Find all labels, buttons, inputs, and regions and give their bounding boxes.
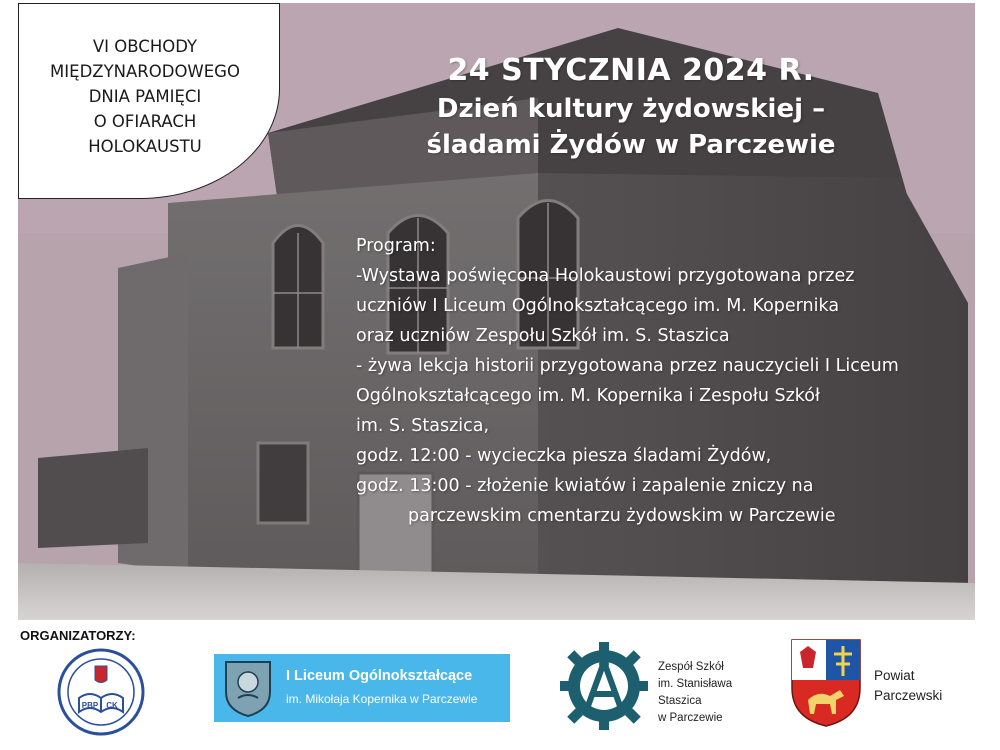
- badge-line: O OFIARACH: [93, 112, 197, 131]
- school-name-line: im. Stanisława: [658, 678, 733, 690]
- program-line: uczniów I Liceum Ogólnokształcącego im. M. Kopernika: [356, 296, 840, 316]
- program-line: Ogólnokształcącego im. M. Kopernika i Zespołu Szkół: [356, 386, 820, 406]
- event-date: 24 STYCZNIA 2024 R.: [447, 53, 815, 88]
- organizers-label: ORGANIZATORZY:: [20, 628, 136, 643]
- lyceum-logo[interactable]: [214, 654, 510, 722]
- event-title-line2: śladami Żydów w Parczewie: [426, 130, 836, 160]
- program-line: oraz uczniów Zespołu Szkół im. S. Staszica: [356, 326, 730, 346]
- school-name-line: Staszica: [658, 695, 702, 707]
- badge-line: DNIA PAMIĘCI: [88, 87, 202, 106]
- program-line: im. S. Staszica,: [356, 416, 490, 436]
- badge-line: HOLOKAUSTU: [88, 137, 202, 156]
- program-text: [356, 231, 966, 531]
- program-line: godz. 12:00 - wycieczka piesza śladami Żydów,: [356, 446, 772, 466]
- headline: [336, 51, 926, 163]
- program-line: parczewskim cmentarzu żydowskim w Parczewie: [408, 506, 836, 526]
- county-name-line: Powiat: [874, 668, 915, 683]
- event-title-line1: Dzień kultury żydowskiej –: [436, 94, 826, 124]
- school-name: [658, 659, 732, 727]
- school-logo[interactable]: [556, 636, 652, 732]
- badge-line: VI OBCHODY: [92, 37, 198, 56]
- lyceum-subname: im. Mikołaja Kopernika w Parczewie: [286, 692, 478, 706]
- copernicus-crest-icon: [222, 658, 274, 718]
- lyceum-name: I Liceum Ogólnokształcące: [286, 668, 473, 684]
- program-line: godz. 13:00 - złożenie kwiatów i zapalenie zniczy na: [356, 476, 814, 496]
- library-abbr-left: PBP: [81, 701, 99, 710]
- badge-line: MIĘDZYNARODOWEGO: [50, 62, 240, 81]
- county-logo[interactable]: [790, 638, 862, 728]
- gear-compass-icon: [556, 636, 652, 732]
- school-name-line: Zespół Szkół: [658, 661, 724, 673]
- library-logo[interactable]: [57, 648, 145, 736]
- program-line: - żywa lekcja historii przygotowana przez nauczycieli I Liceum: [356, 356, 899, 376]
- poster-photo: [18, 3, 975, 620]
- school-name-line: w Parczewie: [658, 712, 723, 724]
- library-book-icon: [57, 648, 145, 736]
- library-abbr-right: CK: [106, 701, 118, 710]
- badge-text: [25, 34, 265, 159]
- coat-of-arms-icon: [790, 638, 862, 728]
- county-name: [874, 666, 942, 706]
- program-line: -Wystawa poświęcona Holokaustowi przygotowana przez: [356, 266, 855, 286]
- program-heading: Program:: [356, 236, 436, 256]
- county-name-line: Parczewski: [874, 688, 943, 703]
